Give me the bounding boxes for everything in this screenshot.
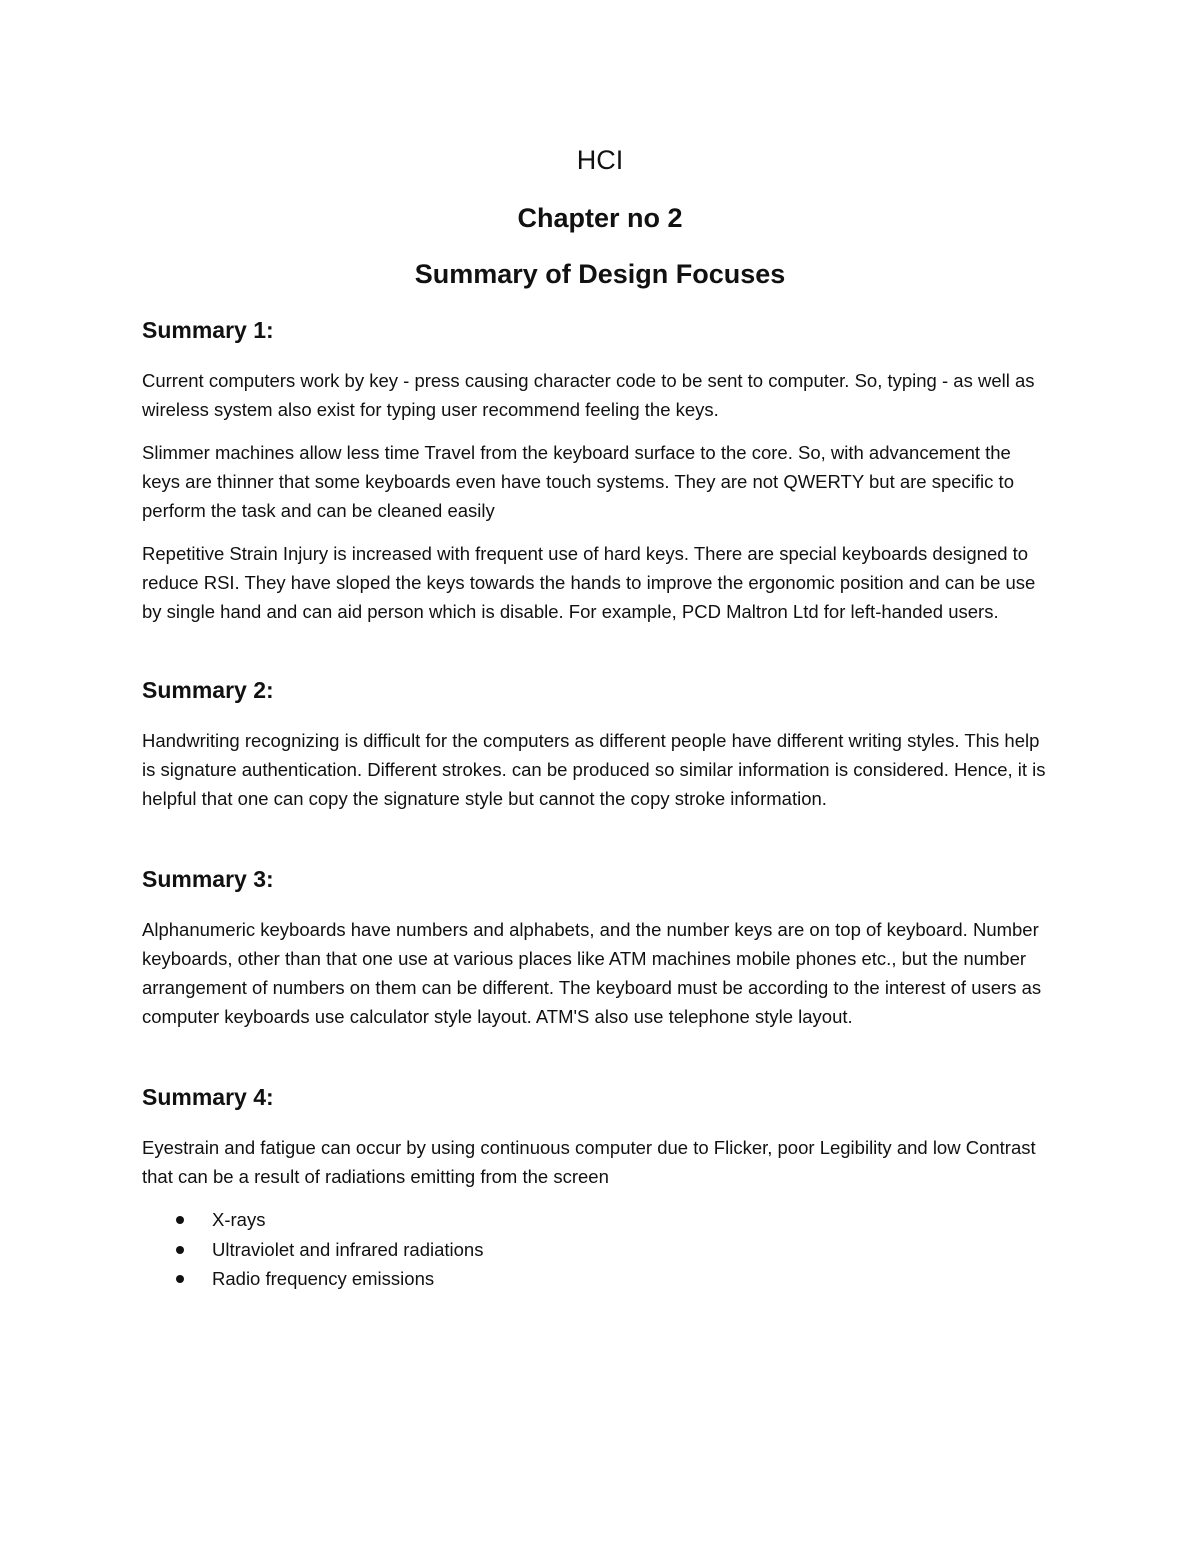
paragraph: Eyestrain and fatigue can occur by using continuous computer due to Flicker, poor Legibility and low Contrast that can be a result of radiations emitting from the screen [142, 1137, 1036, 1187]
summary-2-section [142, 674, 1052, 813]
section-heading: Summary 4: [142, 1084, 274, 1110]
bullet-list [142, 1205, 1052, 1294]
list-item [142, 1264, 1052, 1294]
bullet-icon [176, 1275, 184, 1283]
section-heading: Summary 1: [142, 317, 274, 343]
chapter-heading: Chapter no 2 [517, 203, 683, 233]
paragraph: Handwriting recognizing is difficult for the computers as different people have different writing styles. This help is signature authentication. Different strokes. can be produced so similar information is considered. Hence, it is helpful that one can copy the signature style but cannot the copy stroke information. [142, 730, 1046, 809]
list-item-text: Radio frequency emissions [212, 1268, 435, 1289]
document-title: HCI [576, 145, 624, 175]
summary-4-section [142, 1081, 1052, 1294]
bullet-icon [176, 1246, 184, 1254]
list-item-text: X-rays [212, 1209, 266, 1230]
list-item [142, 1205, 1052, 1235]
summary-3-section [142, 863, 1052, 1031]
summary-1-section [142, 314, 1052, 626]
section-heading: Summary 3: [142, 866, 274, 892]
bullet-icon [176, 1216, 184, 1224]
paragraph: Alphanumeric keyboards have numbers and alphabets, and the number keys are on top of keyboard. Number keyboards, other than that one use at various places like ATM machines mobile phones etc., but the number arrangement of numbers on them can be different. The keyboard must be according to the interest of users as computer keyboards use calculator style layout. ATM'S also use telephone style layout. [142, 919, 1042, 1027]
paragraph: Slimmer machines allow less time Travel from the keyboard surface to the core. So, with advancement the keys are thinner that some keyboards even have touch systems. They are not QWERTY but are specific to perform the task and can be cleaned easily [142, 442, 1014, 521]
document-body [142, 314, 1052, 1344]
list-item-text: Ultraviolet and infrared radiations [212, 1238, 484, 1260]
document-subtitle: Summary of Design Focuses [414, 259, 786, 289]
paragraph: Current computers work by key - press causing character code to be sent to computer. So, typing - as well as wireless system also exist for typing user recommend feeling the keys. [142, 370, 1035, 420]
list-item [142, 1235, 1052, 1265]
section-heading: Summary 2: [142, 677, 274, 703]
paragraph: Repetitive Strain Injury is increased with frequent use of hard keys. There are special keyboards designed to reduce RSI. They have sloped the keys towards the hands to improve the ergonomic position and can be use by single hand and can aid person which is disable. For example, PCD Maltron Ltd for left-handed users. [142, 543, 1036, 622]
